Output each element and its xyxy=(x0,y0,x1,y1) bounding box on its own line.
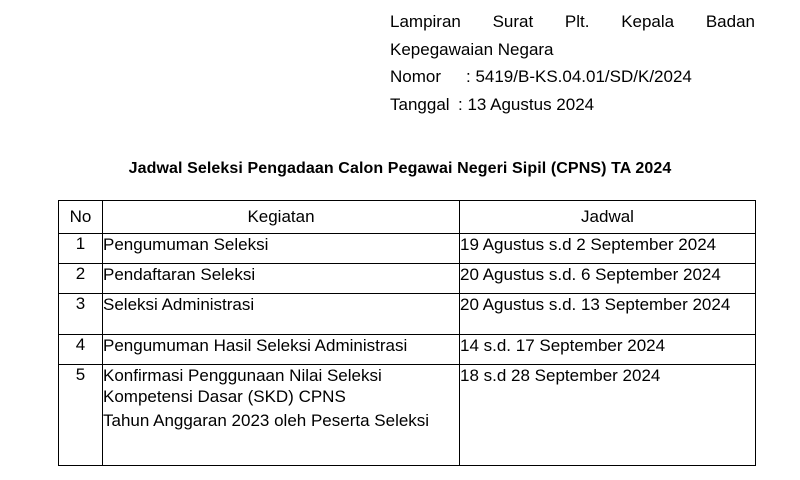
kegiatan-text: Pendaftaran Seleksi xyxy=(103,265,256,284)
letterhead xyxy=(390,8,755,118)
letterhead-word: Surat xyxy=(492,12,534,31)
cell-no: 4 xyxy=(59,335,103,365)
letterhead-line-2 xyxy=(390,36,755,64)
table-row xyxy=(59,365,756,466)
table-row xyxy=(59,335,756,365)
cell-no: 3 xyxy=(59,294,103,335)
cell-kegiatan xyxy=(103,264,460,294)
letterhead-nomor xyxy=(390,63,755,91)
cell-jadwal: 19 Agustus s.d 2 September 2024 xyxy=(460,234,756,264)
tanggal-label: Tanggal xyxy=(390,94,450,114)
table-row xyxy=(59,234,756,264)
cell-jadwal: 14 s.d. 17 September 2024 xyxy=(460,335,756,365)
table-header-row xyxy=(59,201,756,234)
nomor-value: : 5419/B-KS.04.01/SD/K/2024 xyxy=(466,67,692,86)
kegiatan-text: Konfirmasi Penggunaan Nilai Seleksi Kompetensi Dasar (SKD) CPNS xyxy=(103,366,382,406)
cell-no: 2 xyxy=(59,264,103,294)
table-row xyxy=(59,264,756,294)
kegiatan-text: Pengumuman Hasil Seleksi Administrasi xyxy=(103,336,408,355)
cell-kegiatan xyxy=(103,294,460,335)
letterhead-word: Badan xyxy=(705,12,755,31)
cell-kegiatan xyxy=(103,234,460,264)
header-no: No xyxy=(59,201,103,234)
kegiatan-text: Seleksi Administrasi xyxy=(103,295,255,314)
cell-jadwal: 20 Agustus s.d. 13 September 2024 xyxy=(460,294,756,335)
cell-no: 1 xyxy=(59,234,103,264)
header-kegiatan: Kegiatan xyxy=(103,201,460,234)
letterhead-tanggal xyxy=(390,91,755,119)
letterhead-word: Lampiran xyxy=(390,12,461,31)
cell-no: 5 xyxy=(59,365,103,466)
nomor-label: Nomor xyxy=(390,67,442,86)
cell-jadwal: 18 s.d 28 September 2024 xyxy=(460,365,756,466)
cell-kegiatan xyxy=(103,365,460,466)
letterhead-word: Kepala xyxy=(621,12,675,31)
kegiatan-text: Pengumuman Seleksi xyxy=(103,235,269,254)
schedule-table xyxy=(58,200,756,466)
letterhead-word: Plt. xyxy=(564,12,590,31)
cell-kegiatan xyxy=(103,335,460,365)
cell-jadwal: 20 Agustus s.d. 6 September 2024 xyxy=(460,264,756,294)
letterhead-line-1 xyxy=(390,8,755,36)
letterhead-agency: Kepegawaian Negara xyxy=(390,39,554,59)
header-jadwal: Jadwal xyxy=(460,201,756,234)
table-row xyxy=(59,294,756,335)
tanggal-value: : 13 Agustus 2024 xyxy=(458,94,595,114)
kegiatan-text: Tahun Anggaran 2023 oleh Peserta Seleksi xyxy=(103,411,430,430)
document-title: Jadwal Seleksi Pengadaan Calon Pegawai Negeri Sipil (CPNS) TA 2024 xyxy=(128,160,672,177)
